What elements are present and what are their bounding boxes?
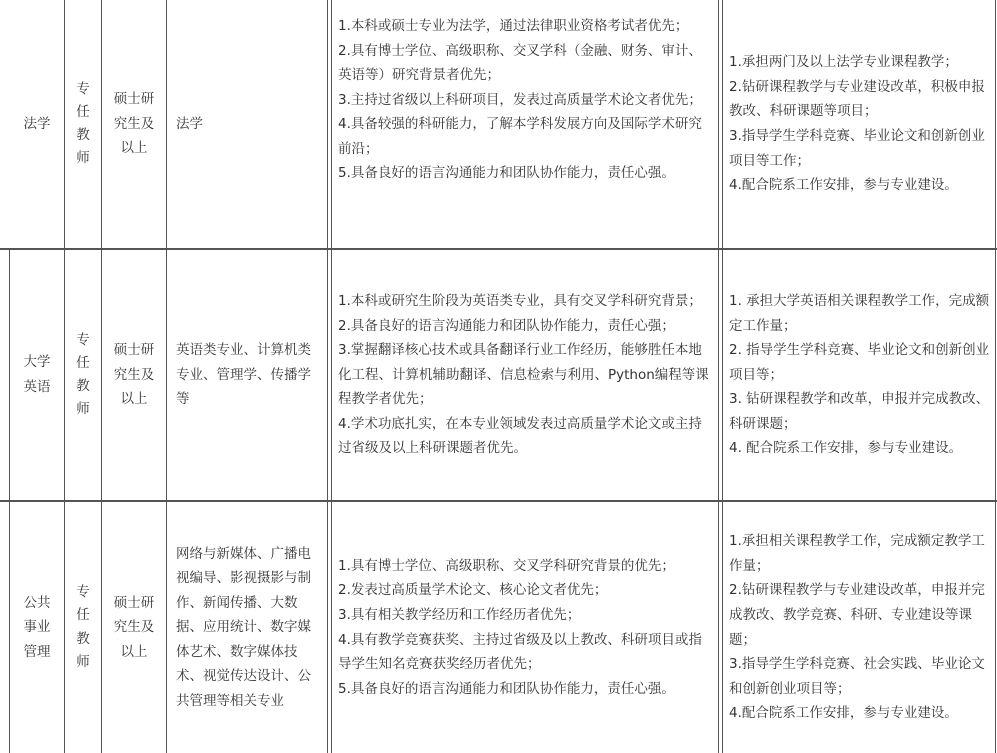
table-row-college-english [10, 250, 64, 500]
duty-item: 3. 钻研课程教学和改革，申报并完成教改、科研课题； [729, 391, 990, 432]
duty-item: 2.钻研课程教学与专业建设改革，积极申报教改、科研课题等项目； [729, 78, 985, 120]
requirement-item: 3.主持过省级以上科研项目，发表过高质量学术论文者优先； [338, 91, 702, 108]
position-cell-wrap [65, 502, 101, 753]
duty-item: 1.承担相关课程教学工作，完成额定教学工作量； [729, 533, 985, 574]
position-cell: 专任教师 [76, 584, 90, 670]
discipline-cell: 大学英语 [23, 354, 51, 395]
requirement-item: 5.具备良好的语言沟通能力和团队协作能力，责任心强。 [338, 165, 675, 182]
requirement-item: 1.本科或研究生阶段为英语类专业，具有交叉学科研究背景； [338, 293, 702, 310]
requirement-item: 4.具备较强的科研能力，了解本学科发展方向及国际学术研究前沿； [338, 116, 702, 157]
position-cell-wrap [65, 0, 101, 248]
education-cell: 硕士研究生及以上 [113, 91, 155, 157]
duty-item: 1.承担两门及以上法学专业课程教学； [729, 54, 958, 71]
duty-item: 2.钻研课程教学与专业建设改革，申报并完成教改、教学竞赛、科研、专业建设等课题； [729, 582, 985, 648]
requirements-cell [338, 250, 714, 500]
duties-cell [729, 250, 991, 500]
requirement-item: 1.本科或硕士专业为法学，通过法律职业资格考试者优先； [338, 18, 689, 34]
requirement-item: 2.具有博士学位、高级职称、交叉学科（金融、财务、审计、英语等）研究背景者优先； [338, 42, 702, 84]
requirements-cell [338, 14, 714, 246]
position-cell: 专任教师 [76, 331, 90, 418]
duty-item: 4.配合院系工作安排，参与专业建设。 [729, 177, 958, 194]
column-divider [327, 0, 328, 753]
table-row-law [10, 0, 64, 248]
requirement-item: 4.学术功底扎实，在本专业领域发表过高质量学术论文或主持过省级及以上科研课题者优先。 [338, 415, 702, 457]
position-cell-wrap [65, 250, 101, 500]
column-divider [718, 0, 719, 753]
requirements-cell [338, 502, 714, 753]
requirement-item: 2.具备良好的语言沟通能力和团队协作能力，责任心强； [338, 317, 675, 334]
education-cell-wrap [102, 0, 166, 248]
duty-item: 4. 配合院系工作安排，参与专业建设。 [729, 440, 963, 457]
table-row-public-affairs [10, 502, 64, 753]
major-cell-wrap [176, 250, 322, 500]
requirement-item: 5.具备良好的语言沟通能力和团队协作能力，责任心强。 [338, 680, 675, 697]
requirement-item: 3.具有相关教学经历和工作经历者优先； [338, 606, 581, 623]
column-divider [995, 0, 996, 753]
column-divider [166, 0, 167, 753]
major-cell-wrap [176, 502, 322, 753]
major-cell: 英语类专业、计算机类专业、管理学、传播学等 [176, 342, 311, 408]
column-divider [722, 0, 723, 753]
education-cell: 硕士研究生及以上 [113, 342, 155, 408]
duty-item: 3.指导学生学科竞赛、毕业论文和创新创业项目等工作； [729, 128, 985, 169]
duty-item: 1. 承担大学英语相关课程教学工作，完成额定工作量； [729, 293, 990, 334]
requirement-item: 4.具有教学竞赛获奖、主持过省级及以上教改、科研项目或指导学生知名竞赛获奖经历者优先； [338, 631, 702, 673]
duties-cell [729, 0, 991, 248]
duties-cell [729, 502, 991, 753]
education-cell-wrap [102, 250, 166, 500]
education-cell-wrap [102, 502, 166, 753]
major-cell: 法学 [176, 115, 203, 132]
position-cell: 专任教师 [76, 80, 90, 167]
requirement-item: 3.掌握翻译核心技术或具备翻译行业工作经历，能够胜任本地化工程、计算机辅助翻译、信息检索与利用、Python编程等课程教学者优先； [338, 342, 709, 408]
requirement-item: 1.具有博士学位、高级职称、交叉学科研究背景的优先； [338, 557, 675, 574]
duty-item: 3.指导学生学科竞赛、社会实践、毕业论文和创新创业项目等； [729, 656, 985, 697]
duty-item: 2. 指导学生学科竞赛、毕业论文和创新创业项目等； [729, 342, 990, 383]
discipline-cell: 法学 [23, 115, 51, 132]
major-cell: 网络与新媒体、广播电视编导、影视摄影与制作、新闻传播、大数据、应用统计、数字媒体艺术、数字媒体技术、视觉传达设计、公共管理等相关专业 [176, 545, 311, 709]
requirement-item: 2.发表过高质量学术论文、核心论文者优先； [338, 582, 608, 599]
education-cell: 硕士研究生及以上 [113, 594, 155, 660]
duty-item: 4.配合院系工作安排，参与专业建设。 [729, 705, 958, 722]
column-divider [331, 0, 332, 753]
major-cell-wrap [176, 0, 322, 248]
discipline-cell: 公共事业管理 [23, 594, 51, 660]
